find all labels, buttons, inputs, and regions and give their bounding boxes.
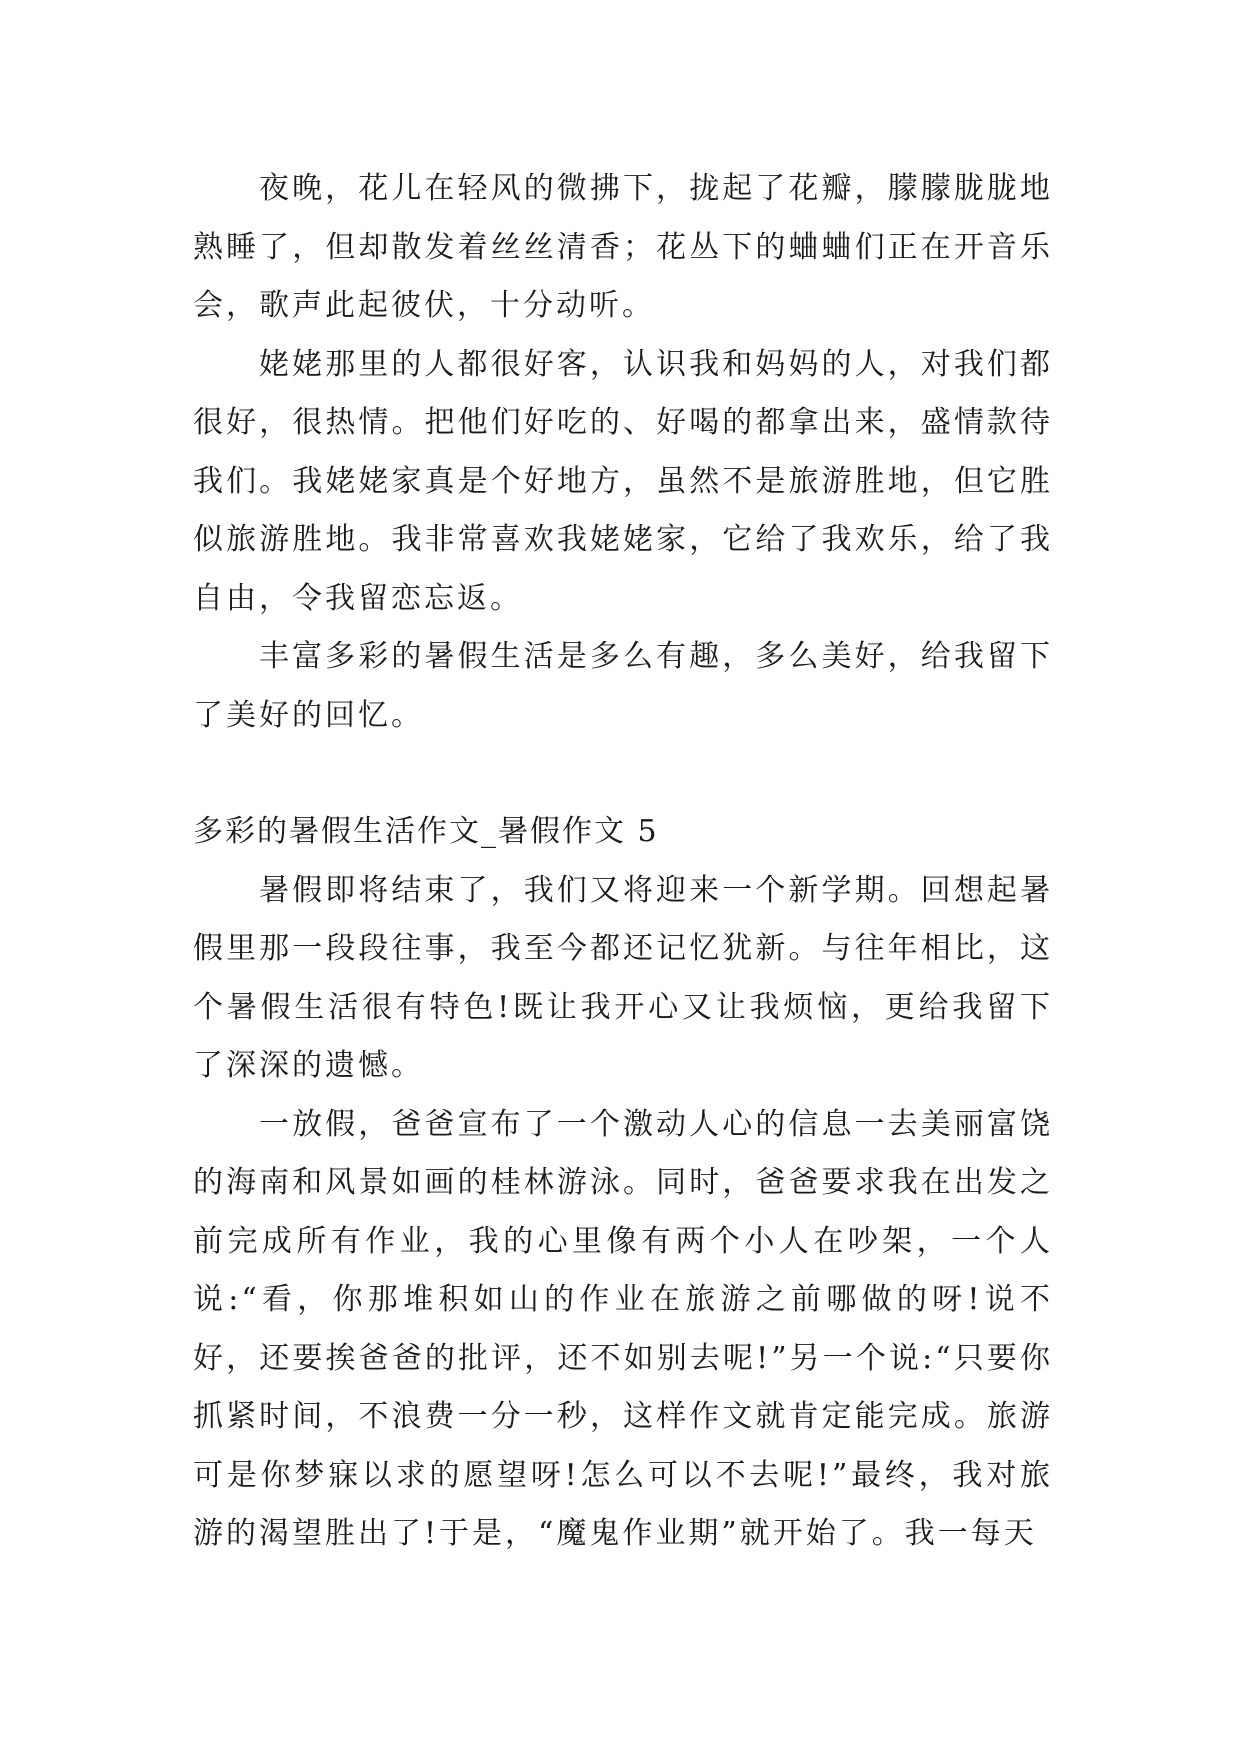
section-title: 多彩的暑假生活作文_暑假作文 5 <box>193 814 659 849</box>
paragraph-grandma-village: 姥姥那里的人都很好客，认识我和妈妈的人，对我们都很好，很热情。把他们好吃的、好喝的都拿出来，盛情款待我们。我姥姥家真是个好地方，虽然不是旅游胜地，但它胜似旅游胜地。我非常喜欢我姥姥家，它给了我欢乐，给了我自由，令我留恋忘返。 <box>193 346 1053 616</box>
paragraph-new-semester: 暑假即将结束了，我们又将迎来一个新学期。回想起暑假里那一段段往事，我至今都还记忆犹新。与往年相比，这个暑假生活很有特色!既让我开心又让我烦恼，更给我留下了深深的遗憾。 <box>193 872 1053 1083</box>
section-spacer <box>193 745 1053 803</box>
paragraph-travel-homework: 一放假，爸爸宣布了一个激动人心的信息一去美丽富饶的海南和风景如画的桂林游泳。同时，爸爸要求我在出发之前完成所有作业，我的心里像有两个小人在吵架，一个人说:“看，你那堆积如山的作业在旅游之前哪做的呀!说不好，还要挨爸爸的批评，还不如别去呢!”另一个说:“只要你抓紧时间，不浪费一分一秒，这样作文就肯定能完成。旅游可是你梦寐以求的愿望呀!怎么可以不去呢!”最终，我对旅游的渴望胜出了!于是，“魔鬼作业期”就开始了。我一每天 <box>193 1106 1053 1551</box>
paragraph-summary: 丰富多彩的暑假生活是多么有趣，多么美好，给我留下了美好的回忆。 <box>193 639 1053 733</box>
document-body <box>193 160 1053 1564</box>
paragraph-night-flowers: 夜晚，花儿在轻风的微拂下，拢起了花瓣，朦朦胧胧地熟睡了，但却散发着丝丝清香；花丛下的蛐蛐们正在开音乐会，歌声此起彼伏，十分动听。 <box>193 171 1053 323</box>
